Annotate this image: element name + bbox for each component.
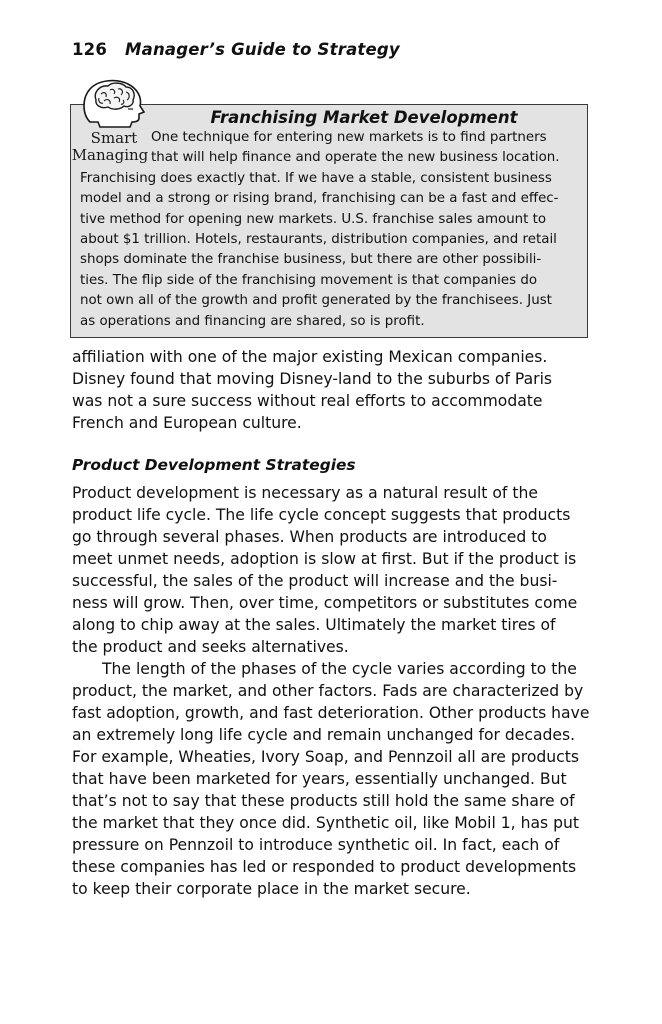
body-text-line: these companies has led or responded to product developments <box>72 858 577 876</box>
body-text-line: was not a sure success without real efforts to accommodate <box>72 392 543 410</box>
body-text-line: product life cycle. The life cycle concept suggests that products <box>72 506 571 524</box>
sidebar-text-line: not own all of the growth and profit generated by the franchisees. Just <box>80 293 552 309</box>
running-head <box>72 40 400 59</box>
sidebar-text-line: model and a strong or rising brand, franchising can be a fast and effec- <box>80 191 559 207</box>
body-text-line: along to chip away at the sales. Ultimately the market tires of <box>72 616 556 634</box>
page-number: 126 <box>72 40 108 59</box>
sidebar-text-line: Franchising does exactly that. If we have a stable, consistent business <box>80 170 552 186</box>
body-text-line: the product and seeks alternatives. <box>72 638 349 656</box>
body-text-line: the market that they once did. Synthetic oil, like Mobil 1, has put <box>72 814 579 832</box>
body-text-line: that have been marketed for years, essentially unchanged. But <box>72 770 567 788</box>
body-text-line: fast adoption, growth, and fast deterioration. Other products have <box>72 704 590 722</box>
body-text-line: successful, the sales of the product will increase and the busi- <box>72 572 558 590</box>
sidebar-text-line: ties. The flip side of the franchising movement is that companies do <box>80 272 538 288</box>
body-text-line: meet unmet needs, adoption is slow at first. But if the product is <box>72 550 577 568</box>
body-text-line: Product development is necessary as a natural result of the <box>72 484 538 502</box>
body-text-line: product, the market, and other factors. Fads are characterized by <box>72 682 584 700</box>
section-heading: Product Development Strategies <box>72 456 356 474</box>
body-text-line: ness will grow. Then, over time, competitors or substitutes come <box>72 594 578 612</box>
sidebar-text-line: about $1 trillion. Hotels, restaurants, distribution companies, and retail <box>80 232 557 247</box>
body-text-line: to keep their corporate place in the market secure. <box>72 880 471 898</box>
body-text-line: Disney found that moving Disney-land to the suburbs of Paris <box>72 370 553 388</box>
sidebar-text-line: shops dominate the franchise business, but there are other possibili- <box>80 252 542 268</box>
body-text-line: The length of the phases of the cycle varies according to the <box>102 660 577 678</box>
body-text-line: go through several phases. When products are introduced to <box>72 528 547 546</box>
body-text-line: For example, Wheaties, Ivory Soap, and Pennzoil all are products <box>72 748 579 766</box>
sidebar-text-line: tive method for opening new markets. U.S. franchise sales amount to <box>80 211 547 227</box>
body-text-line: that’s not to say that these products still hold the same share of <box>72 792 575 810</box>
body-text-line: affiliation with one of the major existing Mexican companies. <box>72 348 548 366</box>
body-text-line: French and European culture. <box>72 414 302 432</box>
badge-label-smart: Smart <box>90 129 138 147</box>
badge-label-managing: Managing <box>71 146 149 164</box>
sidebar-title: Franchising Market Development <box>210 108 518 127</box>
body-text-line: an extremely long life cycle and remain unchanged for decades. <box>72 726 576 744</box>
sidebar-text-line: that will help finance and operate the new business location. <box>151 150 560 166</box>
sidebar-text-line: One technique for entering new markets is to find partners <box>151 130 547 145</box>
sidebar-text-line: as operations and financing are shared, so is profit. <box>80 313 425 329</box>
body-text-line: pressure on Pennzoil to introduce synthetic oil. In fact, each of <box>72 836 560 854</box>
book-title: Manager’s Guide to Strategy <box>125 40 400 59</box>
